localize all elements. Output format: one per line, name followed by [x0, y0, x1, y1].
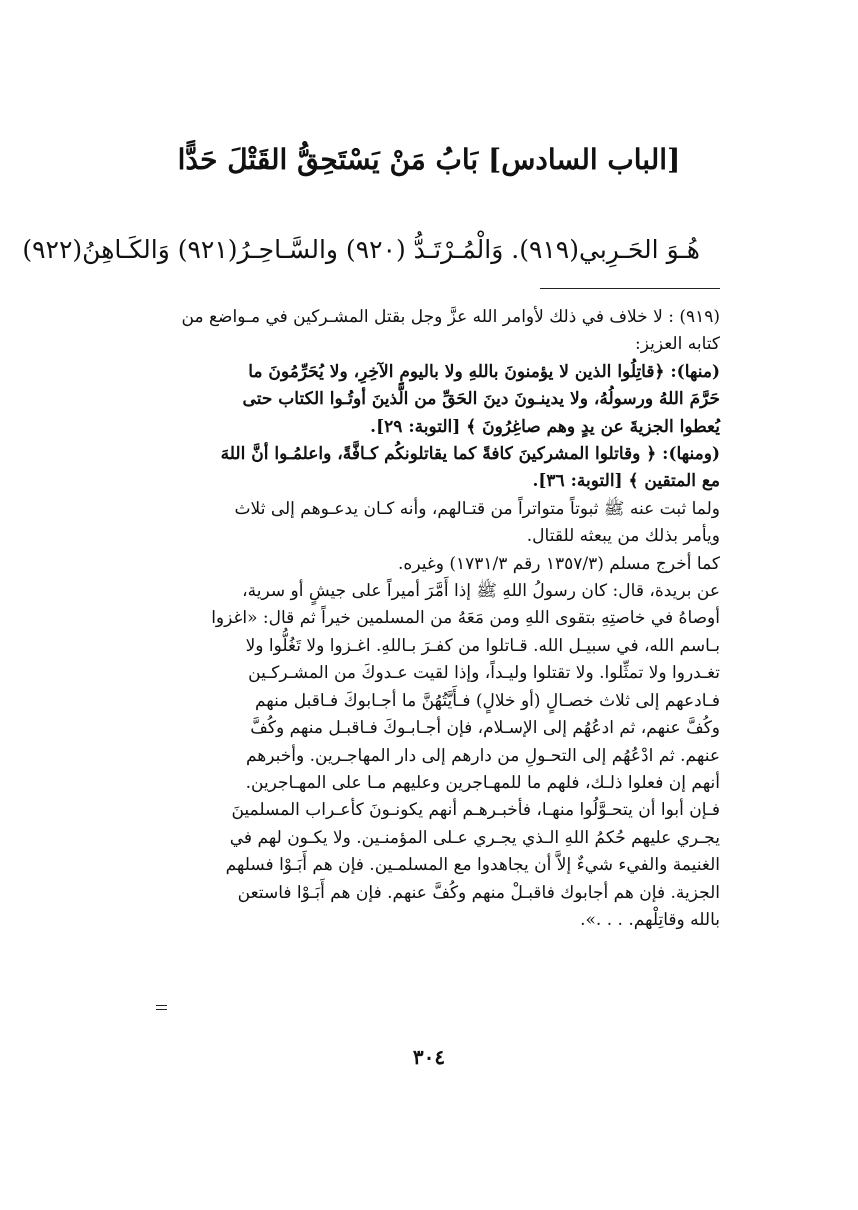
- footnote-line: (٩١٩) : لا خلاف في ذلك لأوامر الله عزَّ وجل بقتل المشـركين في مـواضع من: [181, 307, 720, 327]
- footnote-line: (منها): ﴿قاتِلُوا الذين لا يؤمنونَ باللهِ ولا باليومِ الآخِرِ، ولا يُحَرِّمُونَ ما: [248, 361, 720, 382]
- footnote-line: أوصاهُ في خاصتِهِ بتقوى اللهِ ومن مَعَهُ من المسلمين خيراً ثم قال: «اغزوا: [211, 608, 720, 629]
- footnote-line: يجـري عليهم حُكمُ اللهِ الـذي يجـري عـلى المؤمنـين. ولا يكـون لهم في: [229, 827, 720, 848]
- footnote-line: يُعطوا الجزيةَ عن يدٍ وهم صاغِرُونَ ﴾ [التوبة: ٢٩].: [370, 416, 720, 437]
- footnote-line: ويأمر بذلك من يبعثه للقتال.: [526, 526, 720, 547]
- footnote-line: عن بريدة، قال: كان رسولُ اللهِ ﷺ إذا أَمَّرَ أميراً على جيشٍ أو سرية،: [242, 581, 720, 602]
- footnote-line: فـادعهم إلى ثلاث خصـالٍ (أو خلالٍ) فـأَيَّتُهُنَّ ما أجـابوكَ فـاقبل منهم: [254, 690, 720, 711]
- footnote-line: كما أخرج مسلم (١٣٥٧/٣ رقم ١٧٣١/٣) وغيره.: [398, 553, 720, 574]
- footnote-line: الغنيمة والفيء شيءٌ إلاَّ أن يجاهدوا مع المسلمـين. فإن هم أَبَـوْا فسلهم: [225, 855, 720, 876]
- footnote-separator: [540, 288, 720, 289]
- footnote-line: حَرَّمَ اللهُ ورسولُهُ، ولا يدينـونَ دينَ الحَقِّ من الَّذينَ أوتُـوا الكتاب حتى: [242, 389, 720, 410]
- footnote-line: مع المتقين ﴾ [التوبة: ٣٦].: [532, 471, 720, 492]
- footnote-line: (ومنها): ﴿ وقاتلوا المشركينَ كافةً كما يقاتلونكُم كـافَّةً، واعلمُـوا أنَّ اللهَ: [220, 444, 720, 465]
- footnote-block: [160, 304, 720, 934]
- footnote-line: وكُفَّ عنهم، ثم ادعُهُم إلى الإسـلام، فإن أجـابـوكَ فـاقبـل منهم وكُفَّ: [250, 718, 720, 739]
- page-number: ٣٠٤: [412, 1045, 446, 1069]
- footnote-line: فـإن أبوا أن يتحـوَّلُوا منهـا، فأخبـرهـم أنهم يكونـونَ كأعـراب المسلمينَ: [231, 800, 720, 821]
- main-text: هُـوَ الحَـرِبي(٩١٩). وَالْمُـرْتَـدُّ (٩٢٠) والسَّـاحِـرُ(٩٢١) وَالكَـاهِنُ(٩٢٢): [22, 235, 700, 264]
- footnote-line: الجزية. فإن هم أجابوك فاقبـلْ منهم وكُفَّ عنهم. فإن هم أَبَـوْا فاستعن: [237, 882, 720, 903]
- footnote-line: تغـدروا ولا تمثِّلوا. ولا تقتلوا وليـداً، وإذا لقيت عـدوكَ من المشـركـين: [248, 663, 720, 684]
- footnote-line: كتابه العزيز:: [635, 334, 720, 355]
- margin-mark: [156, 1002, 168, 1014]
- chapter-title: [الباب السادس] بَابُ مَنْ يَسْتَحِقُّ القَتْلَ حَدًّا: [177, 143, 681, 176]
- footnote-line: أنهم إن فعلوا ذلـك، فلهم ما للمهـاجرين وعليهم مـا على المهـاجرين.: [245, 772, 720, 793]
- footnote-line: بـاسم الله، في سبيـل الله. قـاتلوا من كفـرَ بـاللهِ. اغـزوا ولا تَغُلُّوا ولا: [245, 635, 720, 656]
- footnote-line: ولما ثبت عنه ﷺ ثبوتاً متواتراً من قتـالهم، وأنه كـان يدعـوهم إلى ثلاث: [234, 498, 720, 519]
- footnote-line: عنهم. ثم ادْعُهُم إلى التحـولِ من دارهم إلى دار المهاجـرين. وأخبرهم: [245, 745, 720, 766]
- footnote-line: بالله وقاتِلْهم. . . .».: [580, 909, 720, 930]
